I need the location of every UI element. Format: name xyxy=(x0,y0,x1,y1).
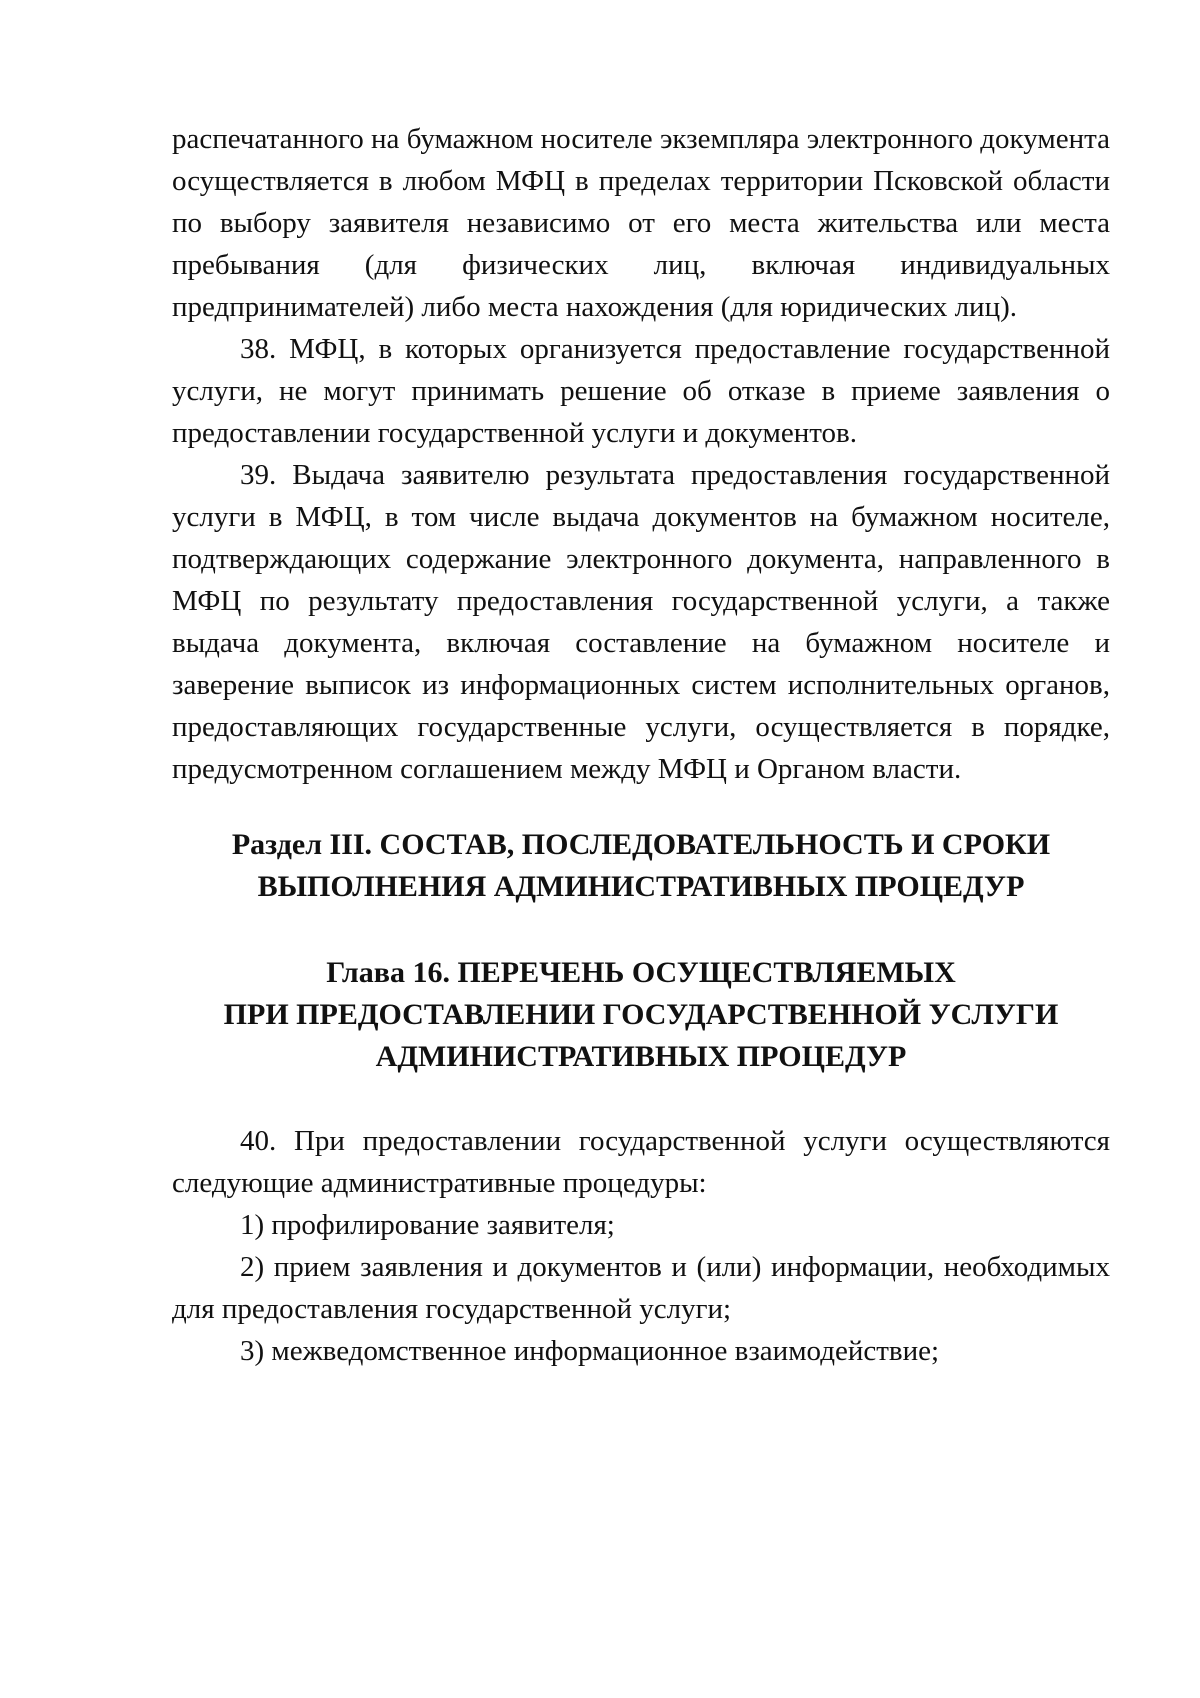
chapter-heading-line: Глава 16. ПЕРЕЧЕНЬ ОСУЩЕСТВЛЯЕМЫХ xyxy=(326,956,956,989)
section-heading-line: Раздел III. СОСТАВ, ПОСЛЕДОВАТЕЛЬНОСТЬ И СРОКИ xyxy=(231,828,1051,861)
document-body xyxy=(172,118,1110,1372)
paragraph-39: 39. Выдача заявителю результата предоставления государственной услуги в МФЦ, в том числе выдача документов на бумажном носителе, подтверждающих содержание электронного документа, направленного в МФЦ по результату предоставления государственной услуги, а также выдача документа, включая составление на бумажном носителе и заверение выписок из информационных систем исполнительных органов, предоставляющих государственные услуги, осуществляется в порядке, предусмотренном соглашением между МФЦ и Органом власти. xyxy=(172,459,1110,785)
list-item-2: 2) прием заявления и документов и (или) информации, необходимых для предоставления государственной услуги; xyxy=(172,1251,1110,1325)
paragraph-continuation: распечатанного на бумажном носителе экземпляра электронного документа осуществляется в любом МФЦ в пределах территории Псковской области по выбору заявителя независимо от его места жительства или места пребывания (для физических лиц, включая индивидуальных предпринимателей) либо места нахождения (для юридических лиц). xyxy=(172,123,1110,323)
list-item-3: 3) межведомственное информационное взаимодействие; xyxy=(240,1335,940,1367)
paragraph-38: 38. МФЦ, в которых организуется предоставление государственной услуги, не могут принимать решение об отказе в приеме заявления о предоставлении государственной услуги и документов. xyxy=(172,333,1110,449)
paragraph-40: 40. При предоставлении государственной услуги осуществляются следующие административные процедуры: xyxy=(172,1125,1110,1199)
list-item-1: 1) профилирование заявителя; xyxy=(240,1209,615,1241)
section-heading xyxy=(172,824,1110,908)
chapter-heading-line: ПРИ ПРЕДОСТАВЛЕНИИ ГОСУДАРСТВЕННОЙ УСЛУГИ xyxy=(223,998,1059,1031)
section-heading-line: ВЫПОЛНЕНИЯ АДМИНИСТРАТИВНЫХ ПРОЦЕДУР xyxy=(257,870,1025,903)
chapter-heading-line: АДМИНИСТРАТИВНЫХ ПРОЦЕДУР xyxy=(375,1040,907,1073)
chapter-heading xyxy=(172,952,1110,1078)
